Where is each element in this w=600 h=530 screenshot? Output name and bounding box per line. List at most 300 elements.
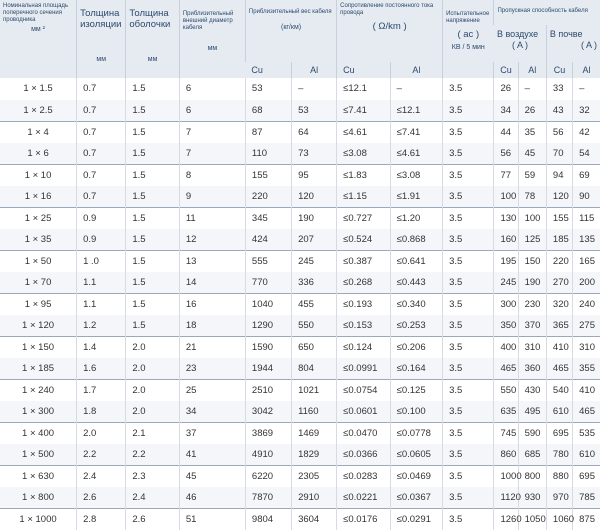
table-row bbox=[0, 401, 600, 423]
cell-resistance-al: ≤0.100 bbox=[390, 401, 442, 423]
header-weight bbox=[245, 0, 336, 62]
cell-resistance-cu: ≤0.0176 bbox=[337, 508, 390, 530]
cell-sheath: 1.5 bbox=[126, 229, 179, 251]
cell-air-cu: 34 bbox=[494, 100, 518, 122]
header-insulation-label: Толщина изоляции bbox=[80, 8, 122, 30]
cell-diameter: 45 bbox=[179, 465, 245, 487]
cell-weight-cu: 770 bbox=[245, 272, 291, 294]
cell-air-cu: 160 bbox=[494, 229, 518, 251]
cell-resistance-al: ≤0.164 bbox=[390, 358, 442, 380]
cell-soil-al: 90 bbox=[573, 186, 600, 208]
header-section bbox=[0, 0, 77, 78]
cell-insulation: 0.7 bbox=[77, 143, 126, 165]
cell-soil-cu: 465 bbox=[546, 358, 572, 380]
cell-insulation: 2.4 bbox=[77, 465, 126, 487]
header-section-label: Номинальная площадь поперечного сечения проводника bbox=[3, 3, 69, 23]
cell-diameter: 25 bbox=[179, 379, 245, 401]
cell-air-cu: 350 bbox=[494, 315, 518, 337]
cell-sheath: 1.5 bbox=[126, 250, 179, 272]
cell-voltage: 3.5 bbox=[443, 444, 494, 466]
cell-insulation: 2.6 bbox=[77, 487, 126, 509]
cell-air-al: 370 bbox=[518, 315, 546, 337]
cell-insulation: 0.7 bbox=[77, 100, 126, 122]
cell-resistance-cu: ≤7.41 bbox=[337, 100, 390, 122]
cell-section: 1 × 6 bbox=[0, 143, 77, 165]
cell-resistance-cu: ≤0.727 bbox=[337, 207, 390, 229]
cell-insulation: 2.8 bbox=[77, 508, 126, 530]
cell-diameter: 46 bbox=[179, 487, 245, 509]
cell-soil-al: 785 bbox=[573, 487, 600, 509]
cell-resistance-cu: ≤3.08 bbox=[337, 143, 390, 165]
cell-sheath: 2.0 bbox=[126, 401, 179, 423]
cell-soil-al: 410 bbox=[573, 379, 600, 401]
header-section-unit: мм ² bbox=[31, 26, 45, 33]
cell-soil-al: 695 bbox=[573, 465, 600, 487]
cell-section: 1 × 150 bbox=[0, 336, 77, 358]
cell-voltage: 3.5 bbox=[443, 401, 494, 423]
cell-section: 1 × 25 bbox=[0, 207, 77, 229]
cell-insulation: 1.7 bbox=[77, 379, 126, 401]
cell-air-al: 230 bbox=[518, 293, 546, 315]
cell-air-al: 78 bbox=[518, 186, 546, 208]
cell-weight-al: 190 bbox=[292, 207, 337, 229]
cell-air-cu: 26 bbox=[494, 78, 518, 100]
cell-diameter: 7 bbox=[179, 121, 245, 143]
cell-diameter: 34 bbox=[179, 401, 245, 423]
cell-weight-al: 1160 bbox=[292, 401, 337, 423]
cell-diameter: 23 bbox=[179, 358, 245, 380]
table-row bbox=[0, 272, 600, 294]
table-row bbox=[0, 358, 600, 380]
table-row bbox=[0, 336, 600, 358]
header-resistance-cu: Cu bbox=[337, 62, 390, 78]
cell-weight-cu: 345 bbox=[245, 207, 291, 229]
cell-voltage: 3.5 bbox=[443, 508, 494, 530]
cell-soil-cu: 410 bbox=[546, 336, 572, 358]
cell-air-al: 590 bbox=[518, 422, 546, 444]
cell-resistance-al: ≤0.443 bbox=[390, 272, 442, 294]
cell-resistance-al: ≤0.641 bbox=[390, 250, 442, 272]
cell-sheath: 1.5 bbox=[126, 143, 179, 165]
table-row bbox=[0, 293, 600, 315]
table-row bbox=[0, 143, 600, 165]
cell-soil-al: – bbox=[573, 78, 600, 100]
header-sheath bbox=[126, 0, 179, 78]
cell-voltage: 3.5 bbox=[443, 465, 494, 487]
cell-air-al: 26 bbox=[518, 100, 546, 122]
cell-section: 1 × 500 bbox=[0, 444, 77, 466]
cell-soil-cu: 780 bbox=[546, 444, 572, 466]
cell-air-cu: 1260 bbox=[494, 508, 518, 530]
cell-air-cu: 300 bbox=[494, 293, 518, 315]
header-in-soil-unit: ( A ) bbox=[580, 40, 597, 51]
cell-insulation: 0.7 bbox=[77, 164, 126, 186]
cell-sheath: 1.5 bbox=[126, 78, 179, 100]
table-row bbox=[0, 229, 600, 251]
cell-resistance-cu: ≤0.387 bbox=[337, 250, 390, 272]
cell-air-cu: 130 bbox=[494, 207, 518, 229]
cell-resistance-al: ≤0.868 bbox=[390, 229, 442, 251]
cell-air-al: 35 bbox=[518, 121, 546, 143]
cell-soil-al: 54 bbox=[573, 143, 600, 165]
cell-resistance-al: ≤0.0469 bbox=[390, 465, 442, 487]
cell-resistance-cu: ≤0.524 bbox=[337, 229, 390, 251]
cell-weight-cu: 110 bbox=[245, 143, 291, 165]
cell-resistance-al: ≤0.253 bbox=[390, 315, 442, 337]
cell-resistance-al: ≤0.125 bbox=[390, 379, 442, 401]
cell-air-al: 800 bbox=[518, 465, 546, 487]
cell-section: 1 × 630 bbox=[0, 465, 77, 487]
cell-soil-al: 42 bbox=[573, 121, 600, 143]
cell-resistance-cu: ≤1.83 bbox=[337, 164, 390, 186]
cell-air-al: 310 bbox=[518, 336, 546, 358]
cell-diameter: 18 bbox=[179, 315, 245, 337]
cell-resistance-al: ≤3.08 bbox=[390, 164, 442, 186]
cell-resistance-al: ≤0.340 bbox=[390, 293, 442, 315]
cell-weight-cu: 87 bbox=[245, 121, 291, 143]
cell-section: 1 × 1000 bbox=[0, 508, 77, 530]
cell-air-cu: 100 bbox=[494, 186, 518, 208]
cell-insulation: 1.2 bbox=[77, 315, 126, 337]
cell-voltage: 3.5 bbox=[443, 121, 494, 143]
cell-section: 1 × 50 bbox=[0, 250, 77, 272]
cell-section: 1 × 95 bbox=[0, 293, 77, 315]
cell-resistance-al: ≤0.206 bbox=[390, 336, 442, 358]
cell-sheath: 1.5 bbox=[126, 121, 179, 143]
table-row bbox=[0, 315, 600, 337]
header-in-air-label: В воздухе bbox=[496, 29, 539, 40]
cell-weight-al: 2910 bbox=[292, 487, 337, 509]
cell-resistance-cu: ≤0.0470 bbox=[337, 422, 390, 444]
cell-voltage: 3.5 bbox=[443, 100, 494, 122]
cell-weight-al: 95 bbox=[292, 164, 337, 186]
cell-section: 1 × 120 bbox=[0, 315, 77, 337]
header-resistance-unit: ( Ω/km ) bbox=[372, 21, 407, 32]
cell-section: 1 × 300 bbox=[0, 401, 77, 423]
table-body bbox=[0, 78, 600, 530]
cell-air-cu: 195 bbox=[494, 250, 518, 272]
cell-section: 1 × 35 bbox=[0, 229, 77, 251]
cell-air-al: 430 bbox=[518, 379, 546, 401]
cell-soil-al: 200 bbox=[573, 272, 600, 294]
cell-sheath: 1.5 bbox=[126, 293, 179, 315]
cell-soil-cu: 43 bbox=[546, 100, 572, 122]
cell-insulation: 1.1 bbox=[77, 293, 126, 315]
cell-insulation: 0.9 bbox=[77, 229, 126, 251]
cell-sheath: 1.5 bbox=[126, 272, 179, 294]
cell-air-al: 150 bbox=[518, 250, 546, 272]
cell-soil-cu: 1060 bbox=[546, 508, 572, 530]
cell-sheath: 2.4 bbox=[126, 487, 179, 509]
cell-soil-al: 275 bbox=[573, 315, 600, 337]
cell-soil-cu: 33 bbox=[546, 78, 572, 100]
cell-resistance-cu: ≤0.124 bbox=[337, 336, 390, 358]
header-in-soil bbox=[546, 25, 600, 62]
cell-weight-al: 73 bbox=[292, 143, 337, 165]
cell-weight-al: 650 bbox=[292, 336, 337, 358]
cell-voltage: 3.5 bbox=[443, 336, 494, 358]
cell-diameter: 12 bbox=[179, 229, 245, 251]
cell-air-cu: 635 bbox=[494, 401, 518, 423]
cell-soil-al: 310 bbox=[573, 336, 600, 358]
table-row bbox=[0, 250, 600, 272]
cell-voltage: 3.5 bbox=[443, 186, 494, 208]
cell-air-al: 930 bbox=[518, 487, 546, 509]
cell-weight-cu: 1944 bbox=[245, 358, 291, 380]
cell-insulation: 1.6 bbox=[77, 358, 126, 380]
cell-soil-cu: 540 bbox=[546, 379, 572, 401]
cell-weight-cu: 424 bbox=[245, 229, 291, 251]
cell-voltage: 3.5 bbox=[443, 250, 494, 272]
table-row bbox=[0, 78, 600, 100]
cell-sheath: 2.6 bbox=[126, 508, 179, 530]
cell-soil-al: 32 bbox=[573, 100, 600, 122]
cell-voltage: 3.5 bbox=[443, 487, 494, 509]
table-row bbox=[0, 121, 600, 143]
cell-weight-cu: 6220 bbox=[245, 465, 291, 487]
cell-air-cu: 56 bbox=[494, 143, 518, 165]
cell-sheath: 2.0 bbox=[126, 379, 179, 401]
table-row bbox=[0, 465, 600, 487]
cell-section: 1 × 70 bbox=[0, 272, 77, 294]
cell-resistance-cu: ≤0.0991 bbox=[337, 358, 390, 380]
cell-air-cu: 550 bbox=[494, 379, 518, 401]
header-weight-unit: (кг/км) bbox=[280, 24, 302, 31]
header-voltage-unit2: КВ / 5 мин bbox=[451, 44, 485, 51]
cell-weight-cu: 3042 bbox=[245, 401, 291, 423]
cell-resistance-cu: ≤0.153 bbox=[337, 315, 390, 337]
header-weight-al: Al bbox=[292, 62, 337, 78]
header-voltage bbox=[443, 0, 494, 78]
cell-section: 1 × 185 bbox=[0, 358, 77, 380]
cell-weight-al: 64 bbox=[292, 121, 337, 143]
cell-weight-al: 3604 bbox=[292, 508, 337, 530]
cell-air-cu: 860 bbox=[494, 444, 518, 466]
cell-weight-cu: 3869 bbox=[245, 422, 291, 444]
cell-diameter: 6 bbox=[179, 78, 245, 100]
table-row bbox=[0, 186, 600, 208]
cell-resistance-al: ≤1.20 bbox=[390, 207, 442, 229]
cell-soil-cu: 970 bbox=[546, 487, 572, 509]
cell-voltage: 3.5 bbox=[443, 293, 494, 315]
cell-diameter: 16 bbox=[179, 293, 245, 315]
header-sheath-unit: мм bbox=[147, 56, 158, 63]
cell-sheath: 2.1 bbox=[126, 422, 179, 444]
header-insulation bbox=[77, 0, 126, 78]
cell-air-al: 125 bbox=[518, 229, 546, 251]
header-resistance-al: Al bbox=[390, 62, 442, 78]
cell-air-al: 190 bbox=[518, 272, 546, 294]
cell-air-al: 100 bbox=[518, 207, 546, 229]
header-diameter-label: Приблизительный внешний диаметр кабеля bbox=[182, 11, 234, 31]
header-soil-al: Al bbox=[573, 62, 600, 78]
cell-voltage: 3.5 bbox=[443, 315, 494, 337]
cell-insulation: 0.7 bbox=[77, 186, 126, 208]
cell-weight-cu: 1290 bbox=[245, 315, 291, 337]
header-resistance-label: Сопротивление постоянного тока провода bbox=[340, 3, 434, 16]
header-diameter-unit: мм bbox=[207, 45, 218, 52]
cell-section: 1 × 4 bbox=[0, 121, 77, 143]
cell-diameter: 7 bbox=[179, 143, 245, 165]
cell-air-al: – bbox=[518, 78, 546, 100]
cell-soil-cu: 610 bbox=[546, 401, 572, 423]
cell-soil-al: 165 bbox=[573, 250, 600, 272]
cell-resistance-al: ≤0.0778 bbox=[390, 422, 442, 444]
cell-soil-cu: 880 bbox=[546, 465, 572, 487]
cell-soil-al: 535 bbox=[573, 422, 600, 444]
cell-diameter: 11 bbox=[179, 207, 245, 229]
cell-soil-cu: 220 bbox=[546, 250, 572, 272]
header-air-al: Al bbox=[518, 62, 546, 78]
header-insulation-unit: мм bbox=[96, 56, 107, 63]
table-row bbox=[0, 508, 600, 530]
cell-air-cu: 465 bbox=[494, 358, 518, 380]
cell-resistance-cu: ≤12.1 bbox=[337, 78, 390, 100]
cell-insulation: 2.2 bbox=[77, 444, 126, 466]
cell-weight-al: 207 bbox=[292, 229, 337, 251]
cell-soil-al: 465 bbox=[573, 401, 600, 423]
cell-air-cu: 745 bbox=[494, 422, 518, 444]
cell-voltage: 3.5 bbox=[443, 422, 494, 444]
cell-weight-al: 1469 bbox=[292, 422, 337, 444]
cell-soil-al: 875 bbox=[573, 508, 600, 530]
cell-resistance-cu: ≤0.193 bbox=[337, 293, 390, 315]
cell-section: 1 × 240 bbox=[0, 379, 77, 401]
table-row bbox=[0, 207, 600, 229]
cell-soil-al: 610 bbox=[573, 444, 600, 466]
cell-section: 1 × 800 bbox=[0, 487, 77, 509]
cell-diameter: 6 bbox=[179, 100, 245, 122]
cell-diameter: 51 bbox=[179, 508, 245, 530]
header-diameter bbox=[179, 0, 245, 78]
cell-section: 1 × 16 bbox=[0, 186, 77, 208]
cell-weight-al: 455 bbox=[292, 293, 337, 315]
cell-soil-al: 240 bbox=[573, 293, 600, 315]
cell-soil-al: 115 bbox=[573, 207, 600, 229]
table-row bbox=[0, 379, 600, 401]
cell-sheath: 1.5 bbox=[126, 315, 179, 337]
header-in-air-unit: ( A ) bbox=[511, 40, 528, 51]
cell-sheath: 1.5 bbox=[126, 186, 179, 208]
cell-section: 1 × 10 bbox=[0, 164, 77, 186]
cell-resistance-cu: ≤0.0754 bbox=[337, 379, 390, 401]
cell-diameter: 13 bbox=[179, 250, 245, 272]
table-row bbox=[0, 444, 600, 466]
header-weight-cu: Cu bbox=[245, 62, 291, 78]
cell-insulation: 2.0 bbox=[77, 422, 126, 444]
table-row bbox=[0, 487, 600, 509]
cell-resistance-cu: ≤0.0283 bbox=[337, 465, 390, 487]
cell-air-cu: 400 bbox=[494, 336, 518, 358]
cell-insulation: 1.4 bbox=[77, 336, 126, 358]
cell-resistance-al: – bbox=[390, 78, 442, 100]
cell-sheath: 1.5 bbox=[126, 100, 179, 122]
cell-weight-al: 804 bbox=[292, 358, 337, 380]
cell-section: 1 × 2.5 bbox=[0, 100, 77, 122]
header-air-cu: Cu bbox=[494, 62, 518, 78]
cell-insulation: 1.8 bbox=[77, 401, 126, 423]
cell-sheath: 2.3 bbox=[126, 465, 179, 487]
cell-soil-al: 135 bbox=[573, 229, 600, 251]
cell-resistance-al: ≤1.91 bbox=[390, 186, 442, 208]
cell-diameter: 41 bbox=[179, 444, 245, 466]
cell-voltage: 3.5 bbox=[443, 78, 494, 100]
cell-insulation: 0.9 bbox=[77, 207, 126, 229]
cell-sheath: 2.0 bbox=[126, 336, 179, 358]
cell-voltage: 3.5 bbox=[443, 207, 494, 229]
cell-weight-al: 2305 bbox=[292, 465, 337, 487]
cell-weight-cu: 220 bbox=[245, 186, 291, 208]
cell-voltage: 3.5 bbox=[443, 379, 494, 401]
cell-air-cu: 77 bbox=[494, 164, 518, 186]
cell-weight-al: 53 bbox=[292, 100, 337, 122]
cell-sheath: 2.0 bbox=[126, 358, 179, 380]
cell-soil-cu: 155 bbox=[546, 207, 572, 229]
cell-diameter: 8 bbox=[179, 164, 245, 186]
header-soil-cu: Cu bbox=[546, 62, 572, 78]
cell-insulation: 1.1 bbox=[77, 272, 126, 294]
cell-air-al: 685 bbox=[518, 444, 546, 466]
cell-sheath: 1.5 bbox=[126, 207, 179, 229]
cell-resistance-cu: ≤4.61 bbox=[337, 121, 390, 143]
cell-weight-cu: 9804 bbox=[245, 508, 291, 530]
cell-soil-cu: 320 bbox=[546, 293, 572, 315]
cell-soil-cu: 56 bbox=[546, 121, 572, 143]
cell-soil-cu: 365 bbox=[546, 315, 572, 337]
cell-weight-al: 245 bbox=[292, 250, 337, 272]
cell-weight-al: 1829 bbox=[292, 444, 337, 466]
cell-soil-cu: 94 bbox=[546, 164, 572, 186]
header-sheath-label: Толщина оболочки bbox=[129, 8, 171, 30]
cell-voltage: 3.5 bbox=[443, 143, 494, 165]
cell-weight-cu: 7870 bbox=[245, 487, 291, 509]
cell-resistance-cu: ≤1.15 bbox=[337, 186, 390, 208]
header-resistance bbox=[337, 0, 443, 62]
cell-diameter: 37 bbox=[179, 422, 245, 444]
table-row bbox=[0, 164, 600, 186]
header-in-soil-label: В почве bbox=[549, 29, 583, 40]
cell-insulation: 0.7 bbox=[77, 78, 126, 100]
cell-weight-al: 120 bbox=[292, 186, 337, 208]
cell-weight-cu: 155 bbox=[245, 164, 291, 186]
table-row bbox=[0, 422, 600, 444]
cell-diameter: 21 bbox=[179, 336, 245, 358]
cell-weight-cu: 1590 bbox=[245, 336, 291, 358]
cell-soil-cu: 695 bbox=[546, 422, 572, 444]
cell-air-al: 495 bbox=[518, 401, 546, 423]
cell-weight-al: 336 bbox=[292, 272, 337, 294]
cell-air-cu: 44 bbox=[494, 121, 518, 143]
cell-diameter: 14 bbox=[179, 272, 245, 294]
header-capacity: Пропускная способность кабеля bbox=[494, 0, 600, 25]
cell-weight-cu: 53 bbox=[245, 78, 291, 100]
cell-section: 1 × 1.5 bbox=[0, 78, 77, 100]
cell-sheath: 2.2 bbox=[126, 444, 179, 466]
cell-resistance-cu: ≤0.0221 bbox=[337, 487, 390, 509]
cell-voltage: 3.5 bbox=[443, 164, 494, 186]
cell-soil-al: 355 bbox=[573, 358, 600, 380]
header-in-air bbox=[494, 25, 546, 62]
cell-soil-cu: 185 bbox=[546, 229, 572, 251]
cell-resistance-al: ≤12.1 bbox=[390, 100, 442, 122]
header-weight-label: Приблизительный вес кабеля bbox=[248, 9, 332, 15]
cell-soil-al: 69 bbox=[573, 164, 600, 186]
cell-weight-cu: 555 bbox=[245, 250, 291, 272]
cell-voltage: 3.5 bbox=[443, 272, 494, 294]
cell-resistance-al: ≤0.0605 bbox=[390, 444, 442, 466]
cell-resistance-cu: ≤0.0366 bbox=[337, 444, 390, 466]
cell-air-al: 360 bbox=[518, 358, 546, 380]
